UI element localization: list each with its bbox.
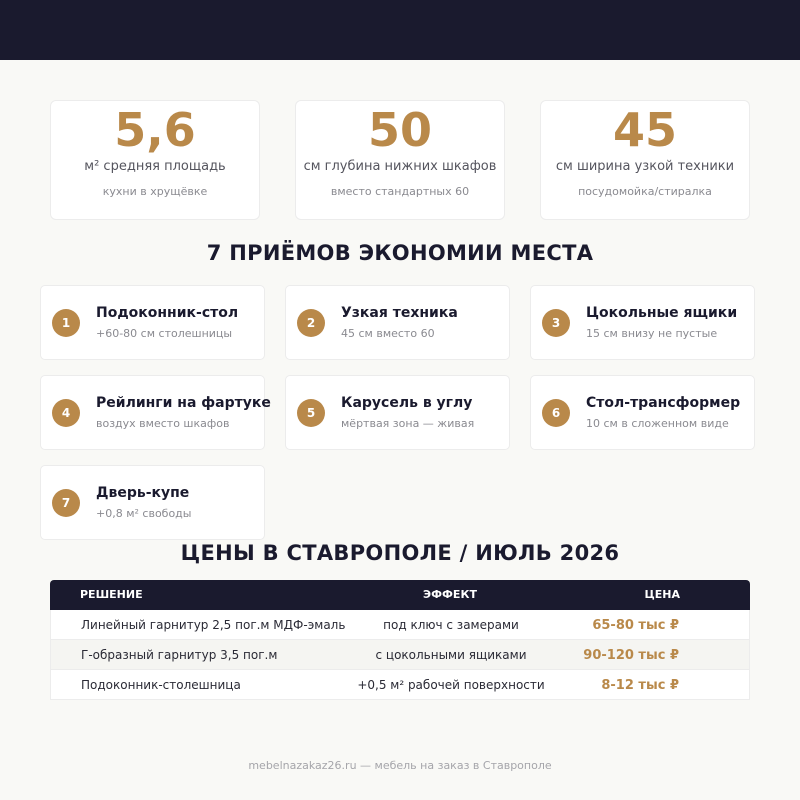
table-header — [50, 580, 750, 610]
cell-effect: под ключ с замерами — [383, 618, 519, 632]
tip-card-6 — [530, 375, 755, 450]
price-table — [50, 580, 750, 700]
tip-subtitle: 15 см внизу не пустые — [586, 327, 718, 340]
stat-card-width — [540, 100, 750, 220]
tip-subtitle: 45 см вместо 60 — [341, 327, 435, 340]
stat-card-area — [50, 100, 260, 220]
cell-solution: Подоконник-столешница — [81, 678, 241, 692]
cell-solution: Г-образный гарнитур 3,5 пог.м — [81, 648, 278, 662]
cell-price: 8-12 тыс ₽ — [601, 678, 679, 693]
tips-section-title: 7 ПРИЁМОВ ЭКОНОМИИ МЕСТА — [206, 241, 594, 265]
tip-card-3 — [530, 285, 755, 360]
stat-value: 45 — [612, 103, 677, 157]
tip-card-1 — [40, 285, 265, 360]
tip-number-badge: 2 — [297, 309, 325, 337]
tip-title: Карусель в углу — [341, 395, 473, 411]
tip-number-badge: 3 — [542, 309, 570, 337]
prices-section-title: ЦЕНЫ В СТАВРОПОЛЕ / ИЮЛЬ 2026 — [180, 541, 620, 565]
tip-subtitle: мёртвая зона — живая — [341, 417, 475, 430]
tip-subtitle: 10 см в сложенном виде — [586, 417, 729, 430]
tip-subtitle: воздух вместо шкафов — [96, 417, 230, 430]
tip-title: Узкая техника — [341, 305, 458, 321]
cell-price: 90-120 тыс ₽ — [583, 648, 679, 663]
tip-title: Подоконник-стол — [96, 305, 239, 321]
tip-number-badge: 6 — [542, 399, 570, 427]
table-row — [50, 640, 750, 670]
tip-card-7 — [40, 465, 265, 540]
header-effect: ЭФФЕКТ — [423, 588, 477, 601]
header-solution: РЕШЕНИЕ — [80, 588, 143, 601]
footer-credit[interactable]: mebelnazakaz26.ru — мебель на заказ в Ставрополе — [248, 759, 552, 772]
table-row — [50, 670, 750, 700]
stat-value: 5,6 — [114, 103, 196, 157]
cell-price: 65-80 тыс ₽ — [592, 618, 679, 633]
tip-subtitle: +60-80 см столешницы — [96, 327, 233, 340]
tip-card-5 — [285, 375, 510, 450]
stat-note: кухни в хрущёвке — [102, 185, 208, 198]
stat-value: 50 — [367, 103, 432, 157]
tip-number-badge: 5 — [297, 399, 325, 427]
tip-subtitle: +0,8 м² свободы — [96, 507, 192, 520]
tip-number-badge: 7 — [52, 489, 80, 517]
top-bar — [0, 0, 800, 60]
header-price: ЦЕНА — [644, 588, 680, 601]
tip-title: Дверь-купе — [96, 485, 190, 501]
tip-title: Стол-трансформер — [586, 395, 741, 411]
stat-note: посудомойка/стиралка — [578, 185, 712, 198]
stat-note: вместо стандартных 60 — [330, 185, 470, 198]
cell-solution: Линейный гарнитур 2,5 пог.м МДФ-эмаль — [81, 618, 346, 632]
tip-title: Цокольные ящики — [586, 305, 738, 321]
tip-number-badge: 1 — [52, 309, 80, 337]
cell-effect: с цокольными ящиками — [375, 648, 527, 662]
stat-label: см глубина нижних шкафов — [303, 159, 497, 174]
tip-card-4 — [40, 375, 271, 450]
cell-effect: +0,5 м² рабочей поверхности — [357, 678, 545, 692]
stat-label: см ширина узкой техники — [555, 159, 735, 174]
table-row — [50, 610, 750, 640]
tip-card-2 — [285, 285, 510, 360]
stat-label: м² средняя площадь — [84, 159, 226, 174]
tip-title: Рейлинги на фартуке — [96, 395, 271, 411]
tip-number-badge: 4 — [52, 399, 80, 427]
stat-card-depth — [295, 100, 505, 220]
